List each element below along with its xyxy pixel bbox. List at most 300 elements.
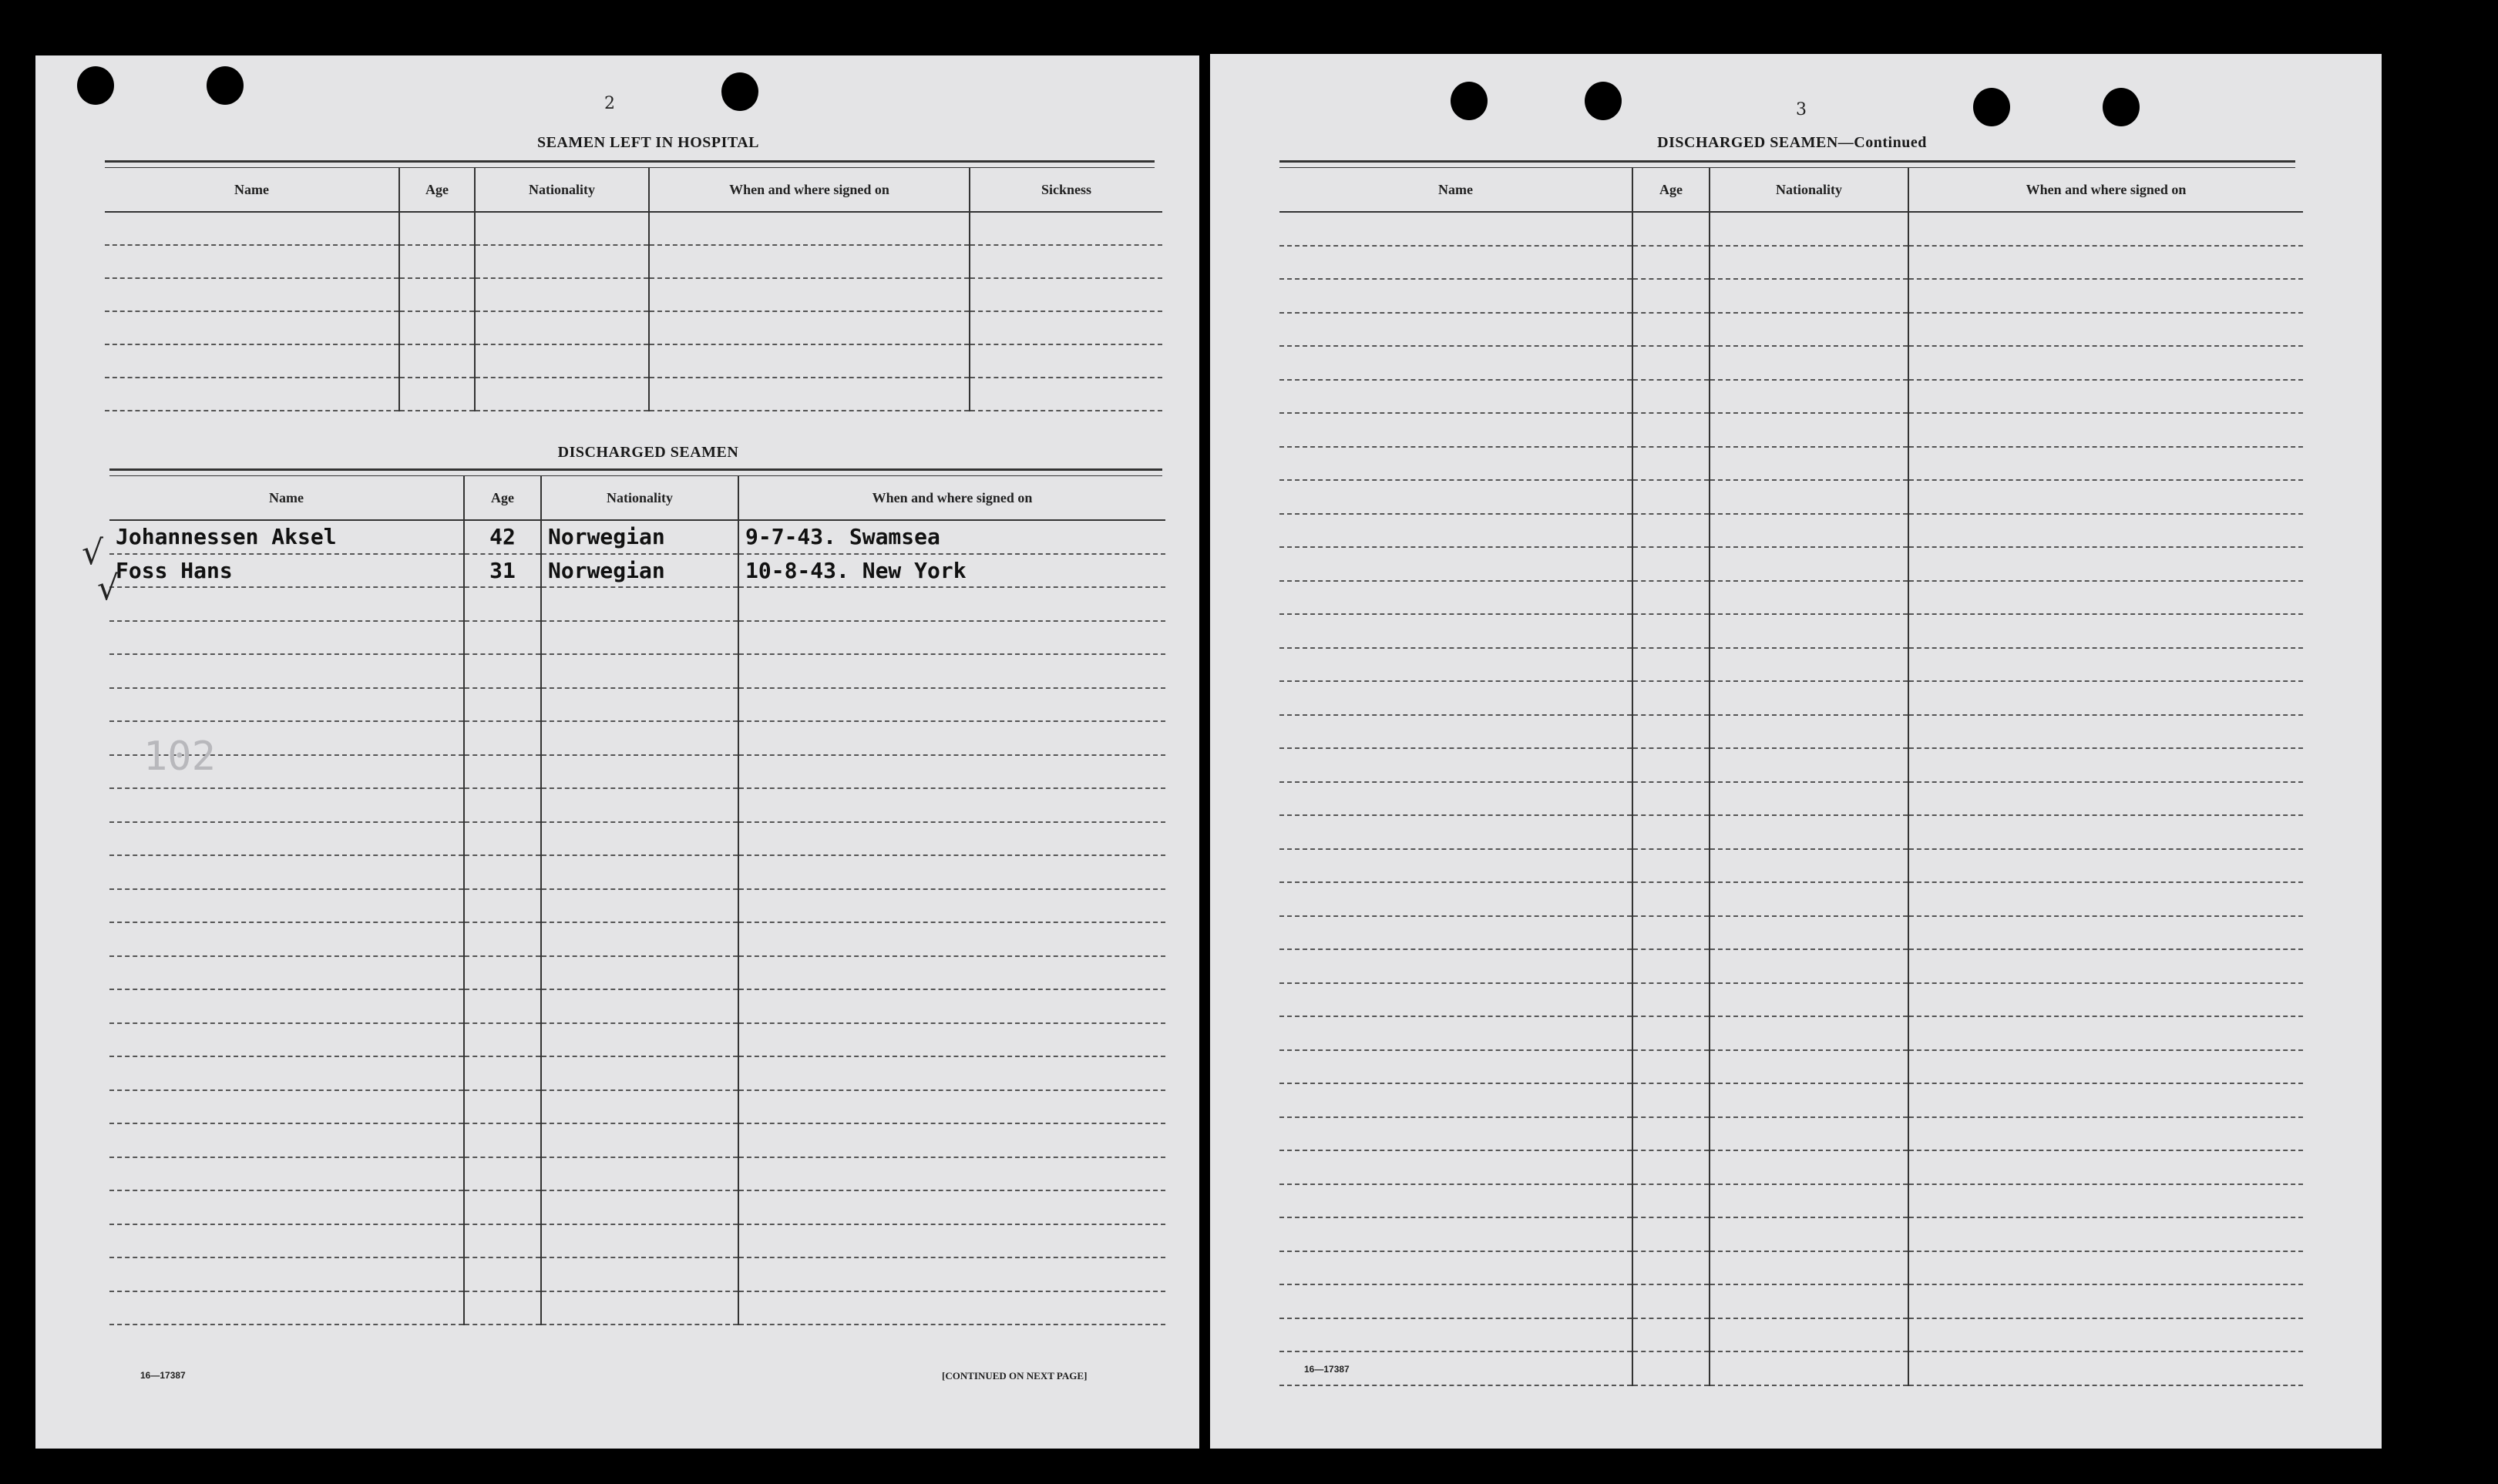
table-row: [1279, 815, 2303, 849]
cell-name: [109, 922, 464, 956]
cell-age: [464, 755, 541, 789]
cell-nationality: [1710, 648, 1908, 682]
cell-when-and-where-signed-on: [649, 311, 970, 344]
cell-when-and-where-signed-on: [1908, 882, 2303, 916]
cell-name: [109, 1023, 464, 1057]
cell-nationality: Norwegian: [541, 520, 738, 554]
cell-age: [1632, 346, 1710, 380]
cell-nationality: [475, 212, 649, 245]
column-header-sickness: Sickness: [970, 168, 1162, 212]
check-mark-icon: √: [97, 569, 119, 608]
table-row: [1279, 849, 2303, 883]
cell-age: [1632, 748, 1710, 782]
cell-when-and-where-signed-on: [1908, 1050, 2303, 1084]
cell-age: [1632, 916, 1710, 950]
cell-sickness: [970, 212, 1162, 245]
cell-sickness: [970, 278, 1162, 311]
column-header-nationality: Nationality: [1710, 168, 1908, 212]
discharged-section-title: DISCHARGED SEAMEN: [557, 444, 739, 461]
cell-when-and-where-signed-on: [1908, 949, 2303, 983]
cell-name: [109, 956, 464, 990]
table-row: [1279, 313, 2303, 347]
table-row: [1279, 1284, 2303, 1318]
cell-when-and-where-signed-on: [1908, 581, 2303, 615]
cell-nationality: [541, 788, 738, 822]
cell-age: [1632, 581, 1710, 615]
cell-when-and-where-signed-on: [649, 278, 970, 311]
table-row: [109, 788, 1165, 822]
cell-when-and-where-signed-on: [738, 1157, 1165, 1191]
cell-name: [1279, 916, 1632, 950]
table-row: [109, 822, 1165, 856]
table-row: [105, 245, 1162, 278]
cell-name: [109, 1157, 464, 1191]
table-row: [1279, 1083, 2303, 1117]
cell-nationality: [541, 1291, 738, 1325]
cell-when-and-where-signed-on: [1908, 1251, 2303, 1285]
table-row: [1279, 1318, 2303, 1352]
cell-nationality: [541, 989, 738, 1023]
table-row: [1279, 1150, 2303, 1184]
cell-nationality: [1710, 380, 1908, 414]
cell-nationality: [1710, 882, 1908, 916]
cell-when-and-where-signed-on: [738, 688, 1165, 722]
cell-when-and-where-signed-on: [738, 587, 1165, 621]
cell-name: [1279, 1217, 1632, 1251]
cell-nationality: [1710, 1251, 1908, 1285]
cell-when-and-where-signed-on: [1908, 279, 2303, 313]
cell-when-and-where-signed-on: [1908, 212, 2303, 246]
cell-when-and-where-signed-on: [649, 245, 970, 278]
cell-age: [464, 721, 541, 755]
cell-age: [1632, 949, 1710, 983]
cell-when-and-where-signed-on: [1908, 782, 2303, 816]
cell-when-and-where-signed-on: [1908, 815, 2303, 849]
cell-when-and-where-signed-on: [738, 788, 1165, 822]
cell-name: [1279, 1117, 1632, 1151]
cell-age: [1632, 1351, 1710, 1385]
table-row: [105, 378, 1162, 411]
cell-when-and-where-signed-on: [1908, 447, 2303, 481]
cell-age: [1632, 1318, 1710, 1352]
cell-age: [1632, 782, 1710, 816]
cell-nationality: [1710, 547, 1908, 581]
cell-when-and-where-signed-on: [738, 1123, 1165, 1157]
table-row: [109, 956, 1165, 990]
table-row: [109, 554, 1165, 588]
cell-nationality: [541, 956, 738, 990]
punch-hole: [1585, 82, 1622, 120]
cell-name: [105, 245, 399, 278]
column-header-age: Age: [399, 168, 475, 212]
table-row: [1279, 748, 2303, 782]
cell-nationality: [1710, 514, 1908, 548]
cell-age: [1632, 882, 1710, 916]
cell-when-and-where-signed-on: [1908, 1150, 2303, 1184]
table-row: [109, 1257, 1165, 1291]
cell-name: [105, 378, 399, 411]
cell-age: [1632, 279, 1710, 313]
cell-name: [1279, 849, 1632, 883]
cell-nationality: [475, 344, 649, 378]
cell-when-and-where-signed-on: [1908, 1217, 2303, 1251]
cell-age: [399, 378, 475, 411]
cell-when-and-where-signed-on: [1908, 916, 2303, 950]
cell-nationality: [1710, 1351, 1908, 1385]
cell-nationality: [541, 1123, 738, 1157]
column-header-age: Age: [1632, 168, 1710, 212]
table-row: [1279, 1251, 2303, 1285]
cell-age: [399, 311, 475, 344]
cell-name: [1279, 1184, 1632, 1218]
cell-age: [1632, 1284, 1710, 1318]
table-row: [1279, 983, 2303, 1017]
punch-hole: [721, 72, 758, 111]
table-row: [1279, 648, 2303, 682]
cell-when-and-where-signed-on: 10-8-43. New York: [738, 554, 1165, 588]
cell-nationality: [1710, 849, 1908, 883]
table-row: [1279, 614, 2303, 648]
discharged-table: [109, 476, 1165, 1325]
cell-nationality: [1710, 313, 1908, 347]
cell-when-and-where-signed-on: [649, 344, 970, 378]
cell-name: [1279, 715, 1632, 749]
cell-age: [464, 654, 541, 688]
cell-when-and-where-signed-on: [738, 1190, 1165, 1224]
rule: [109, 468, 1162, 476]
cell-age: [464, 956, 541, 990]
punch-hole: [207, 66, 244, 105]
table-row: [1279, 1016, 2303, 1050]
cell-age: [464, 822, 541, 856]
column-header-name: Name: [109, 476, 464, 520]
table-row: [109, 989, 1165, 1023]
cell-nationality: Norwegian: [541, 554, 738, 588]
cell-nationality: [1710, 1083, 1908, 1117]
cell-when-and-where-signed-on: [1908, 514, 2303, 548]
cell-age: 31: [464, 554, 541, 588]
cell-nationality: [1710, 1117, 1908, 1151]
cell-nationality: [1710, 983, 1908, 1017]
cell-when-and-where-signed-on: [738, 1023, 1165, 1057]
cell-name: [109, 654, 464, 688]
cell-nationality: [1710, 681, 1908, 715]
cell-age: [464, 855, 541, 889]
cell-name: [1279, 581, 1632, 615]
cell-nationality: [541, 587, 738, 621]
cell-age: [464, 621, 541, 655]
faint-stamp-number: 102: [143, 734, 216, 780]
cell-when-and-where-signed-on: [738, 721, 1165, 755]
table-row: [109, 1291, 1165, 1325]
cell-age: [399, 245, 475, 278]
cell-name: [1279, 246, 1632, 280]
table-row: [109, 1056, 1165, 1090]
punch-hole: [1451, 82, 1488, 120]
cell-age: [464, 989, 541, 1023]
table-row: [109, 1157, 1165, 1191]
table-row: [109, 1023, 1165, 1057]
cell-when-and-where-signed-on: [738, 621, 1165, 655]
cell-age: [464, 688, 541, 722]
cell-name: [109, 1190, 464, 1224]
cell-name: [109, 1224, 464, 1258]
table-row: [1279, 246, 2303, 280]
cell-nationality: [1710, 916, 1908, 950]
header-row: [109, 476, 1165, 520]
cell-nationality: [541, 654, 738, 688]
cell-when-and-where-signed-on: [649, 212, 970, 245]
cell-age: [464, 1090, 541, 1124]
cell-when-and-where-signed-on: [738, 755, 1165, 789]
cell-name: [1279, 648, 1632, 682]
cell-age: [1632, 313, 1710, 347]
cell-when-and-where-signed-on: [649, 378, 970, 411]
cell-nationality: [541, 721, 738, 755]
cell-name: [109, 688, 464, 722]
cell-name: [1279, 279, 1632, 313]
cell-name: [105, 344, 399, 378]
table-row: [1279, 212, 2303, 246]
cell-when-and-where-signed-on: [738, 956, 1165, 990]
table-row: [1279, 949, 2303, 983]
cell-when-and-where-signed-on: [738, 1090, 1165, 1124]
cell-sickness: [970, 311, 1162, 344]
table-row: [1279, 1351, 2303, 1385]
cell-when-and-where-signed-on: [738, 889, 1165, 923]
column-header-age: Age: [464, 476, 541, 520]
column-header-name: Name: [105, 168, 399, 212]
cell-when-and-where-signed-on: [1908, 1284, 2303, 1318]
cell-when-and-where-signed-on: [738, 855, 1165, 889]
cell-nationality: [541, 855, 738, 889]
cell-name: [1279, 1251, 1632, 1285]
cell-nationality: [541, 889, 738, 923]
cell-name: [1279, 614, 1632, 648]
cell-name: [1279, 882, 1632, 916]
cell-nationality: [541, 621, 738, 655]
cell-when-and-where-signed-on: [738, 822, 1165, 856]
header-row: [105, 168, 1162, 212]
cell-name: [1279, 447, 1632, 481]
punch-hole: [2103, 88, 2140, 126]
rule: [1279, 160, 2295, 168]
cell-name: [109, 989, 464, 1023]
page-number: 3: [1796, 100, 1807, 119]
cell-age: [464, 788, 541, 822]
cell-name: [1279, 1284, 1632, 1318]
cell-name: [1279, 480, 1632, 514]
cell-name: [1279, 1050, 1632, 1084]
cell-age: [1632, 547, 1710, 581]
table-row: [1279, 514, 2303, 548]
cell-age: [1632, 681, 1710, 715]
cell-nationality: [541, 1190, 738, 1224]
cell-nationality: [1710, 1050, 1908, 1084]
cell-age: [1632, 815, 1710, 849]
cell-nationality: [1710, 1016, 1908, 1050]
column-header-when-and-where-signed-on: When and where signed on: [1908, 168, 2303, 212]
cell-age: [464, 1224, 541, 1258]
cell-nationality: [1710, 1284, 1908, 1318]
punch-hole: [77, 66, 114, 105]
cell-nationality: [541, 1224, 738, 1258]
cell-nationality: [1710, 212, 1908, 246]
table-row: [1279, 916, 2303, 950]
cell-age: [464, 1123, 541, 1157]
cell-age: [1632, 1251, 1710, 1285]
table-row: [1279, 882, 2303, 916]
cell-age: [399, 212, 475, 245]
cell-when-and-where-signed-on: [1908, 547, 2303, 581]
cell-age: [1632, 480, 1710, 514]
cell-name: Johannessen Aksel: [109, 520, 464, 554]
table-row: [109, 889, 1165, 923]
table-row: [109, 721, 1165, 755]
cell-nationality: [541, 1023, 738, 1057]
check-mark-icon: √: [82, 533, 104, 572]
cell-nationality: [1710, 782, 1908, 816]
cell-name: [109, 621, 464, 655]
cell-sickness: [970, 245, 1162, 278]
cell-nationality: [1710, 480, 1908, 514]
table-row: [1279, 715, 2303, 749]
column-header-name: Name: [1279, 168, 1632, 212]
cell-age: [1632, 447, 1710, 481]
cell-name: [109, 1291, 464, 1325]
cell-age: [1632, 1217, 1710, 1251]
table-row: [109, 922, 1165, 956]
table-row: [109, 1090, 1165, 1124]
cell-name: [1279, 681, 1632, 715]
right-page: [1210, 54, 2382, 1449]
continued-note: [CONTINUED ON NEXT PAGE]: [942, 1370, 1088, 1382]
cell-when-and-where-signed-on: [1908, 748, 2303, 782]
cell-age: [1632, 1150, 1710, 1184]
table-row: [1279, 480, 2303, 514]
cell-name: [109, 1090, 464, 1124]
cell-when-and-where-signed-on: [738, 1291, 1165, 1325]
table-row: [109, 688, 1165, 722]
table-row: [1279, 547, 2303, 581]
column-header-when-and-where-signed-on: When and where signed on: [649, 168, 970, 212]
table-row: [1279, 782, 2303, 816]
left-page: [35, 55, 1199, 1449]
cell-nationality: [1710, 346, 1908, 380]
cell-nationality: [1710, 949, 1908, 983]
cell-name: [109, 889, 464, 923]
table-row: [1279, 1050, 2303, 1084]
cell-when-and-where-signed-on: [1908, 715, 2303, 749]
cell-when-and-where-signed-on: [1908, 480, 2303, 514]
table-row: [109, 755, 1165, 789]
cell-name: [1279, 815, 1632, 849]
cell-nationality: [1710, 279, 1908, 313]
cell-age: [1632, 849, 1710, 883]
cell-nationality: [475, 278, 649, 311]
cell-when-and-where-signed-on: [1908, 1083, 2303, 1117]
cell-nationality: [475, 378, 649, 411]
table-row: [109, 1123, 1165, 1157]
column-header-nationality: Nationality: [475, 168, 649, 212]
cell-age: [464, 922, 541, 956]
cell-age: [1632, 1050, 1710, 1084]
header-row: [1279, 168, 2303, 212]
table-row: [1279, 1117, 2303, 1151]
cell-when-and-where-signed-on: [1908, 614, 2303, 648]
cell-name: [1279, 313, 1632, 347]
cell-nationality: [1710, 748, 1908, 782]
hospital-table: [105, 168, 1162, 411]
table-row: [109, 1190, 1165, 1224]
cell-nationality: [1710, 614, 1908, 648]
cell-age: [464, 1190, 541, 1224]
cell-age: [1632, 212, 1710, 246]
table-row: [1279, 413, 2303, 447]
table-row: [105, 344, 1162, 378]
cell-name: [109, 587, 464, 621]
cell-age: [1632, 1083, 1710, 1117]
cell-nationality: [1710, 1150, 1908, 1184]
cell-age: [399, 344, 475, 378]
hospital-section-title: SEAMEN LEFT IN HOSPITAL: [536, 134, 760, 151]
cell-age: 42: [464, 520, 541, 554]
cell-age: [464, 1056, 541, 1090]
cell-when-and-where-signed-on: [738, 654, 1165, 688]
cell-name: [109, 1123, 464, 1157]
form-code: 16—17387: [140, 1370, 186, 1381]
cell-name: [109, 1056, 464, 1090]
column-header-when-and-where-signed-on: When and where signed on: [738, 476, 1165, 520]
table-row: [109, 520, 1165, 554]
cell-name: [1279, 547, 1632, 581]
cell-name: [1279, 1318, 1632, 1352]
cell-nationality: [1710, 413, 1908, 447]
table-row: [105, 212, 1162, 245]
cell-when-and-where-signed-on: [1908, 313, 2303, 347]
table-row: [109, 1224, 1165, 1258]
cell-name: [1279, 346, 1632, 380]
cell-when-and-where-signed-on: [1908, 648, 2303, 682]
cell-when-and-where-signed-on: [1908, 413, 2303, 447]
discharged-continued-title: DISCHARGED SEAMEN—Continued: [1657, 134, 1927, 151]
cell-nationality: [1710, 447, 1908, 481]
table-row: [109, 621, 1165, 655]
table-row: [109, 587, 1165, 621]
cell-age: [464, 889, 541, 923]
cell-name: [109, 822, 464, 856]
cell-when-and-where-signed-on: [1908, 681, 2303, 715]
cell-when-and-where-signed-on: [1908, 983, 2303, 1017]
cell-name: [109, 788, 464, 822]
cell-name: Foss Hans: [109, 554, 464, 588]
cell-name: [105, 311, 399, 344]
table-row: [109, 654, 1165, 688]
cell-age: [1632, 413, 1710, 447]
cell-nationality: [475, 245, 649, 278]
cell-name: [105, 212, 399, 245]
page-number: 2: [604, 94, 615, 113]
cell-name: [1279, 380, 1632, 414]
form-code: 16—17387: [1304, 1364, 1350, 1375]
cell-nationality: [541, 1090, 738, 1124]
cell-when-and-where-signed-on: [1908, 1351, 2303, 1385]
cell-nationality: [1710, 581, 1908, 615]
table-row: [1279, 681, 2303, 715]
cell-when-and-where-signed-on: [1908, 1318, 2303, 1352]
table-row: [1279, 279, 2303, 313]
punch-hole: [1973, 88, 2010, 126]
